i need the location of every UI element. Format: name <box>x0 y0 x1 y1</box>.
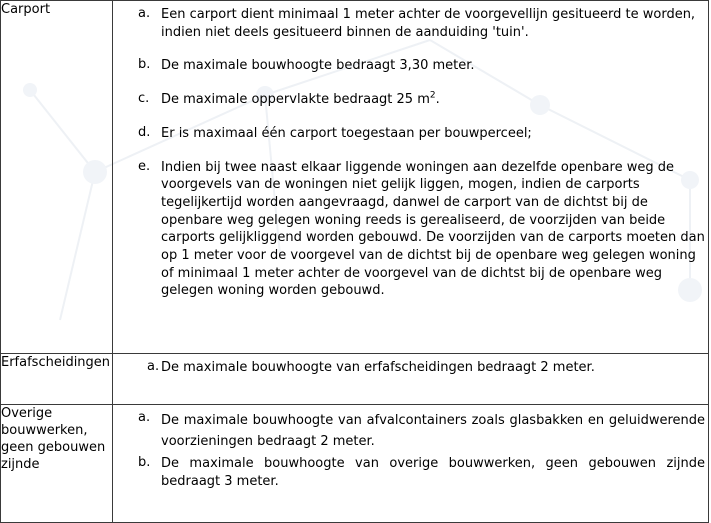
list-marker: e. <box>138 158 151 174</box>
list-item <box>113 91 708 109</box>
rules-cell <box>113 354 709 405</box>
rule-text: De maximale bouwhoogte bedraagt 3,30 meter. <box>161 58 475 74</box>
list-marker: a. <box>147 359 160 374</box>
category-label: Overige bouwwerken, geen gebouwen zijnde <box>1 406 106 472</box>
category-label: Carport <box>1 2 51 17</box>
rule-text: De maximale bouwhoogte van afvalcontainers zoals glasbakken en geluidwerende voorzieningen bedraagt 2 meter. <box>161 413 705 449</box>
rule-text: De maximale bouwhoogte van overige bouwwerken, geen gebouwen zijnde bedraagt 3 meter. <box>161 456 705 489</box>
list-marker: d. <box>138 124 151 140</box>
category-label: Erfafscheidingen <box>1 355 111 370</box>
rule-text-main: De maximale oppervlakte bedraagt 25 m <box>161 92 430 108</box>
rules-list <box>113 359 708 377</box>
category-cell <box>1 354 113 405</box>
list-item <box>113 359 708 377</box>
rule-text-suffix: . <box>435 92 440 108</box>
list-item <box>113 159 708 301</box>
table-row-erfafscheidingen <box>1 354 709 405</box>
rule-text <box>161 91 705 109</box>
list-item <box>113 57 708 75</box>
category-cell <box>1 1 113 354</box>
rules-list <box>113 410 708 490</box>
table-row-overige-bouwwerken <box>1 405 709 523</box>
list-item <box>113 125 708 143</box>
list-marker: a. <box>138 6 151 21</box>
list-marker: c. <box>138 91 150 107</box>
list-marker: b. <box>138 455 151 470</box>
list-item <box>113 410 708 452</box>
rule-text: De maximale bouwhoogte van erfafscheidingen bedraagt 2 meter. <box>161 360 595 375</box>
table-row-carport <box>1 1 709 354</box>
category-cell <box>1 405 113 523</box>
rule-text: Er is maximaal één carport toegestaan per bouwperceel; <box>161 125 532 141</box>
list-marker: b. <box>138 57 151 73</box>
list-item <box>113 6 708 41</box>
list-item <box>113 455 708 490</box>
rule-text: Een carport dient minimaal 1 meter achter de voorgevellijn gesitueerd te worden, indien niet deels gesitueerd binnen de aanduiding 'tuin'. <box>161 7 696 40</box>
rules-list <box>113 6 708 300</box>
rule-text: Indien bij twee naast elkaar liggende woningen aan dezelfde openbare weg de voorgevels van de woningen niet gelijk liggen, mogen, indien de carports tegelijkertijd worden aangevraagd, danwel de carport van de dichtst bij de openbare weg gelegen woning reeds is gerealiseerd, de voorzijden van beide carports gelijkliggend worden gebouwd. De voorzijden van de carports moeten dan op 1 meter voor de voorgevel van de dichtst bij de openbare weg gelegen woning of minimaal 1 meter achter de voorgevel van de dichtst bij de openbare weg gelegen woning worden gebouwd. <box>161 159 705 299</box>
list-marker: a. <box>138 410 151 425</box>
rules-cell <box>113 1 709 354</box>
rules-cell <box>113 405 709 523</box>
unit-superscript: 2 <box>429 90 436 101</box>
